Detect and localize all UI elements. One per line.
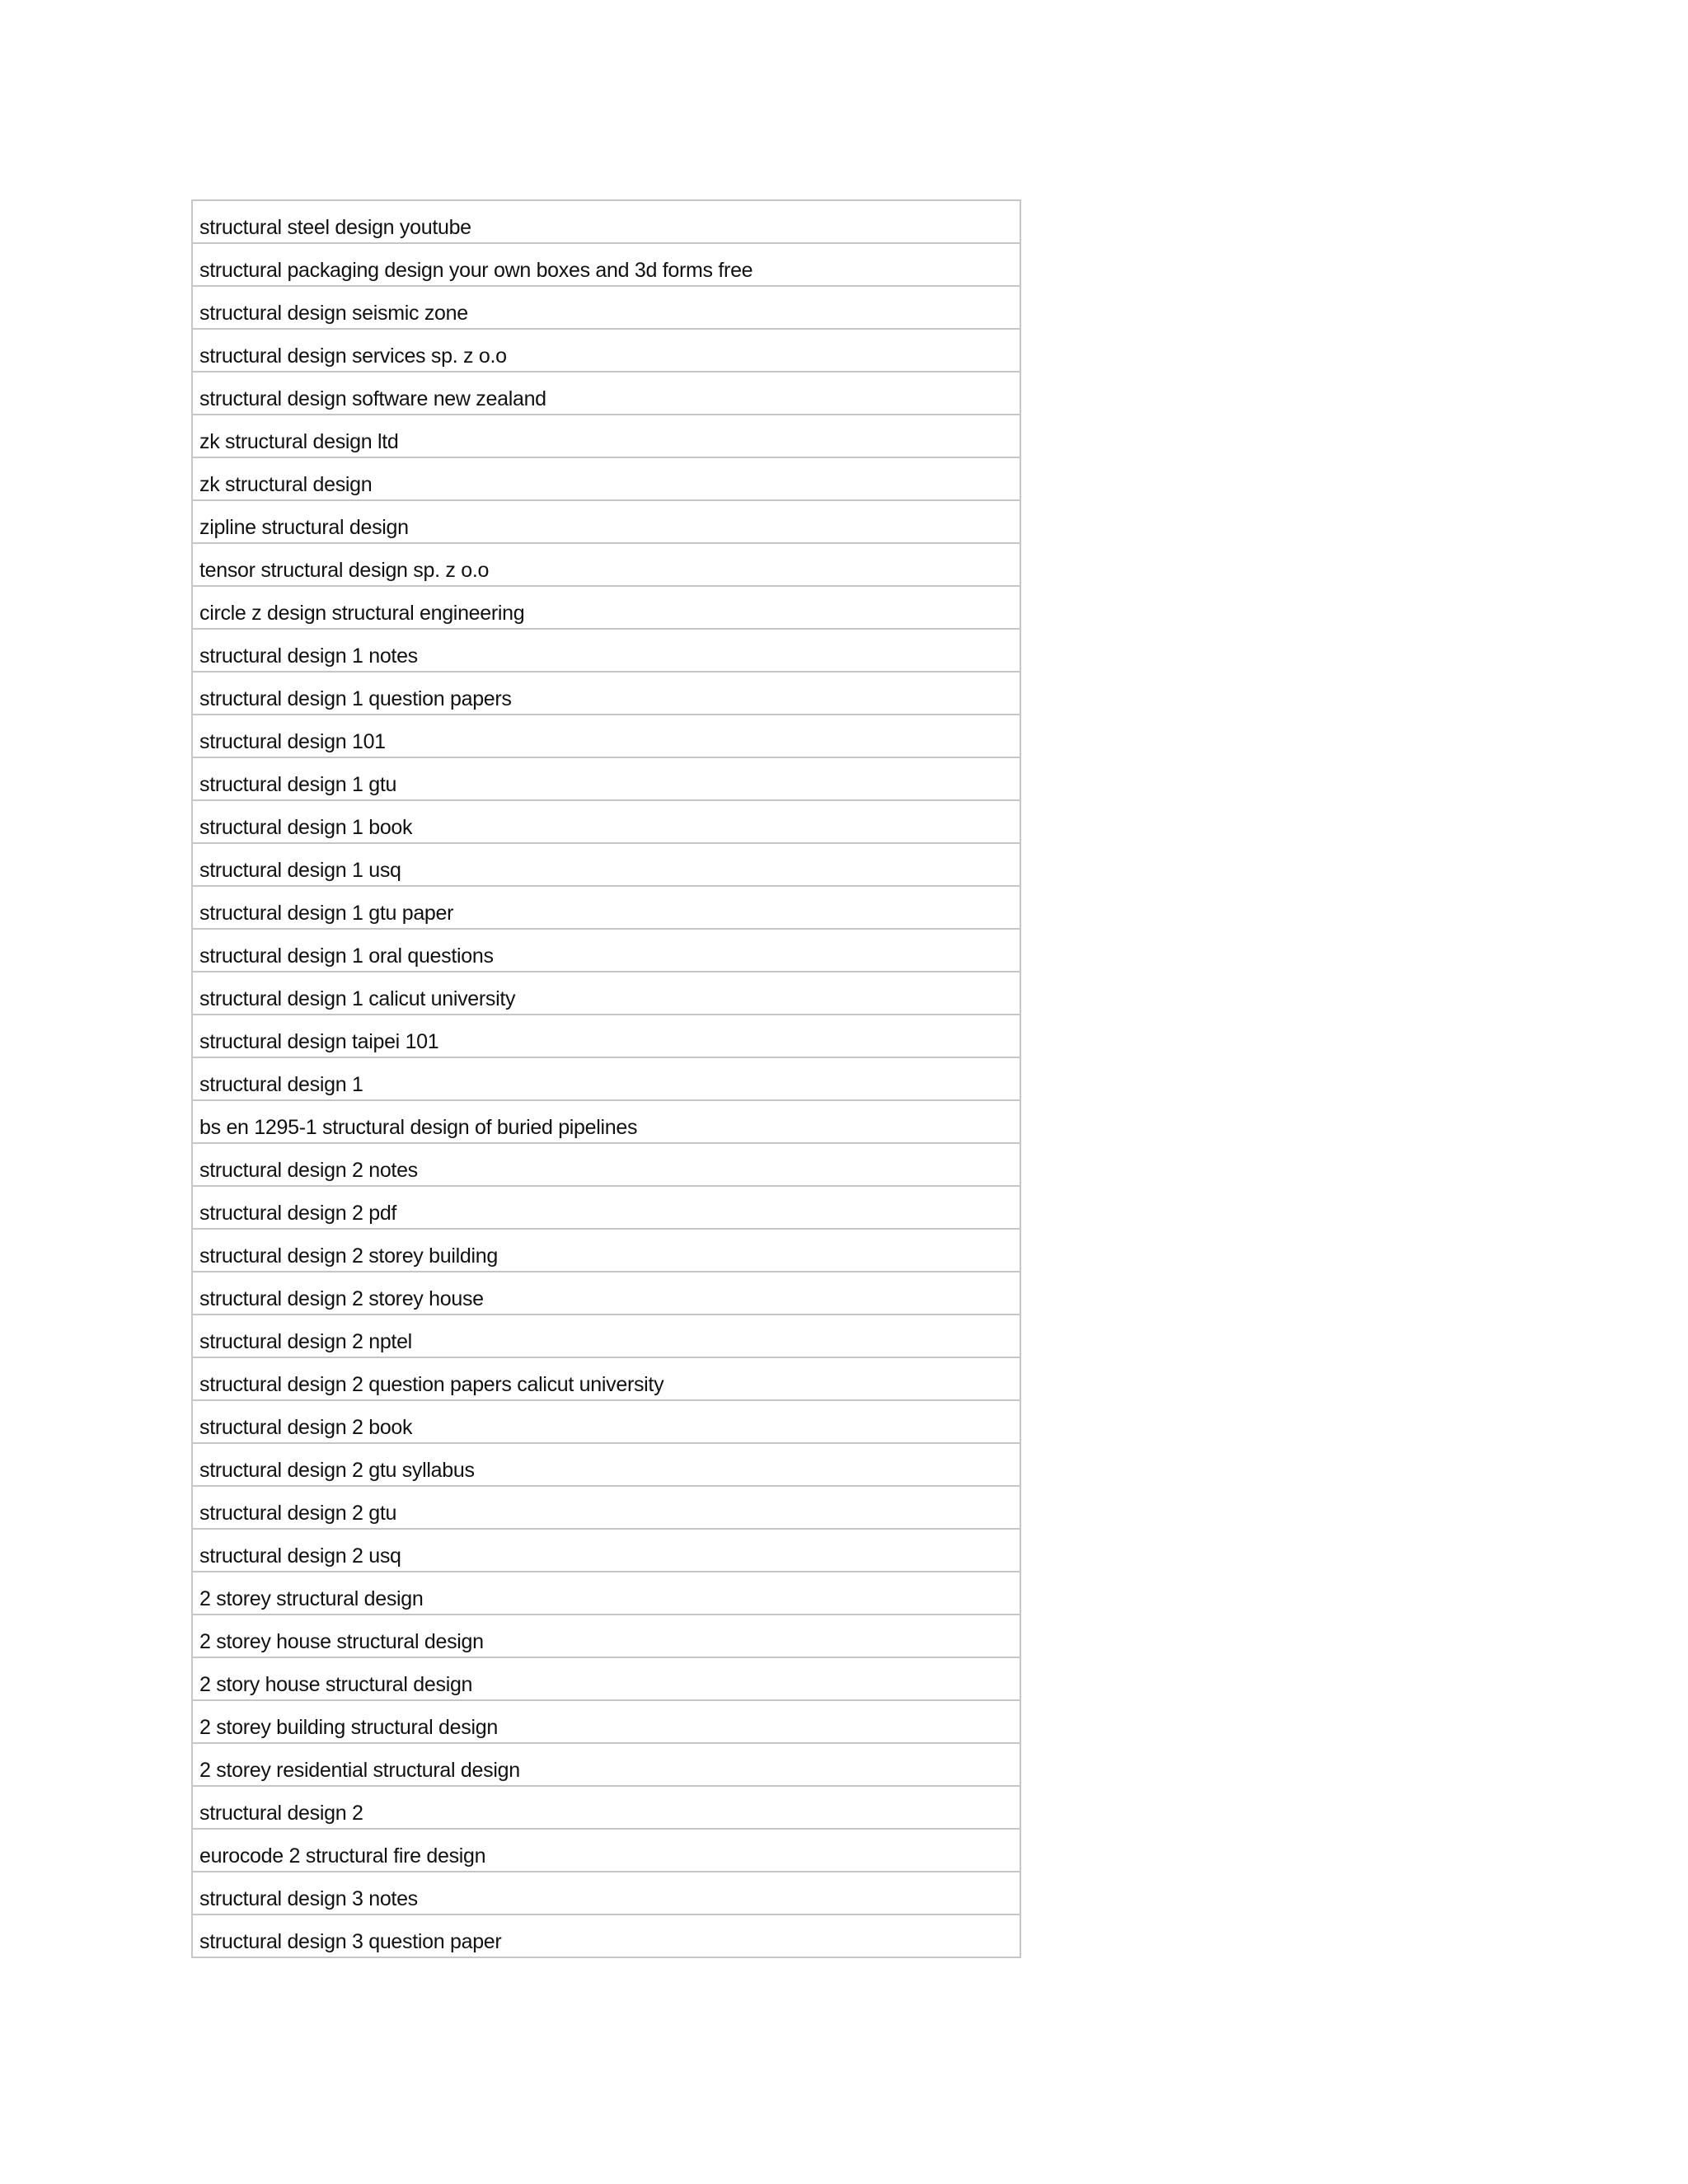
table-row[interactable]: [193, 1830, 1020, 1872]
table-cell: structural design 2 notes: [199, 1159, 418, 1182]
table-cell: structural design 101: [199, 730, 386, 753]
table-row[interactable]: [193, 1658, 1020, 1701]
table-row[interactable]: [193, 1872, 1020, 1915]
table-row[interactable]: [193, 1701, 1020, 1744]
table-cell: structural design 2 gtu syllabus: [199, 1459, 475, 1482]
table-row[interactable]: [193, 930, 1020, 972]
table-cell: bs en 1295-1 structural design of buried pipelines: [199, 1116, 638, 1139]
table-cell: 2 storey structural design: [199, 1587, 424, 1610]
table-row[interactable]: [193, 1530, 1020, 1572]
table-row[interactable]: [193, 587, 1020, 630]
table-row[interactable]: [193, 1787, 1020, 1830]
table-row[interactable]: [193, 673, 1020, 715]
table-row[interactable]: [193, 1915, 1020, 1958]
table-row[interactable]: [193, 1487, 1020, 1530]
table-cell: structural design 3 notes: [199, 1887, 418, 1910]
table-cell: structural design 2 storey house: [199, 1287, 484, 1310]
table-row[interactable]: [193, 801, 1020, 844]
table-cell: structural design 2 question papers calicut university: [199, 1373, 664, 1396]
table-cell: 2 storey building structural design: [199, 1716, 498, 1739]
table-cell: 2 story house structural design: [199, 1673, 473, 1696]
spreadsheet-table: [191, 199, 1021, 1958]
table-row[interactable]: [193, 1444, 1020, 1487]
table-row[interactable]: [193, 758, 1020, 801]
table-cell: structural design 2 pdf: [199, 1202, 397, 1225]
table-row[interactable]: [193, 544, 1020, 587]
table-row[interactable]: [193, 715, 1020, 758]
table-row[interactable]: [193, 244, 1020, 287]
table-row[interactable]: [193, 1315, 1020, 1358]
table-cell: structural design 1 notes: [199, 644, 418, 668]
table-cell: structural design 2 gtu: [199, 1502, 397, 1525]
table-cell: structural steel design youtube: [199, 216, 471, 239]
table-cell: structural packaging design your own boxes and 3d forms free: [199, 259, 753, 282]
table-row[interactable]: [193, 1187, 1020, 1230]
table-row[interactable]: [193, 1272, 1020, 1315]
table-row[interactable]: [193, 1101, 1020, 1144]
table-cell: structural design 2 usq: [199, 1544, 401, 1568]
table-cell: zk structural design: [199, 473, 373, 496]
table-row[interactable]: [193, 972, 1020, 1015]
table-row[interactable]: [193, 415, 1020, 458]
table-cell: structural design 2 book: [199, 1416, 413, 1439]
table-row[interactable]: [193, 287, 1020, 330]
table-row[interactable]: [193, 1144, 1020, 1187]
table-cell: structural design software new zealand: [199, 387, 546, 410]
table-cell: structural design 1: [199, 1073, 363, 1096]
table-cell: eurocode 2 structural fire design: [199, 1844, 486, 1868]
table-row[interactable]: [193, 1572, 1020, 1615]
table-cell: 2 storey residential structural design: [199, 1759, 520, 1782]
table-row[interactable]: [193, 501, 1020, 544]
table-cell: structural design 1 oral questions: [199, 944, 494, 968]
table-cell: structural design 2 nptel: [199, 1330, 412, 1353]
table-row[interactable]: [193, 887, 1020, 930]
table-cell: structural design taipei 101: [199, 1030, 439, 1053]
table-cell: zipline structural design: [199, 516, 409, 539]
table-cell: structural design 1 book: [199, 816, 413, 839]
table-cell: structural design 2: [199, 1802, 363, 1825]
table-cell: structural design services sp. z o.o: [199, 344, 507, 368]
table-row[interactable]: [193, 201, 1020, 244]
table-row[interactable]: [193, 1015, 1020, 1058]
table-cell: structural design 1 question papers: [199, 687, 512, 710]
table-cell: circle z design structural engineering: [199, 602, 525, 625]
table-cell: structural design 2 storey building: [199, 1244, 498, 1268]
table-cell: structural design 1 usq: [199, 859, 401, 882]
table-row[interactable]: [193, 373, 1020, 415]
table-row[interactable]: [193, 330, 1020, 373]
table-cell: structural design 1 calicut university: [199, 987, 516, 1010]
table-row[interactable]: [193, 844, 1020, 887]
table-row[interactable]: [193, 1744, 1020, 1787]
table-row[interactable]: [193, 630, 1020, 673]
table-row[interactable]: [193, 458, 1020, 501]
table-cell: structural design 1 gtu paper: [199, 902, 454, 925]
table-cell: structural design seismic zone: [199, 302, 468, 325]
table-row[interactable]: [193, 1401, 1020, 1444]
table-cell: structural design 1 gtu: [199, 773, 397, 796]
table-cell: tensor structural design sp. z o.o: [199, 559, 490, 582]
table-cell: 2 storey house structural design: [199, 1630, 484, 1653]
table-row[interactable]: [193, 1358, 1020, 1401]
table-row[interactable]: [193, 1230, 1020, 1272]
table-row[interactable]: [193, 1615, 1020, 1658]
table-cell: structural design 3 question paper: [199, 1930, 502, 1953]
table-row[interactable]: [193, 1058, 1020, 1101]
table-cell: zk structural design ltd: [199, 430, 399, 453]
